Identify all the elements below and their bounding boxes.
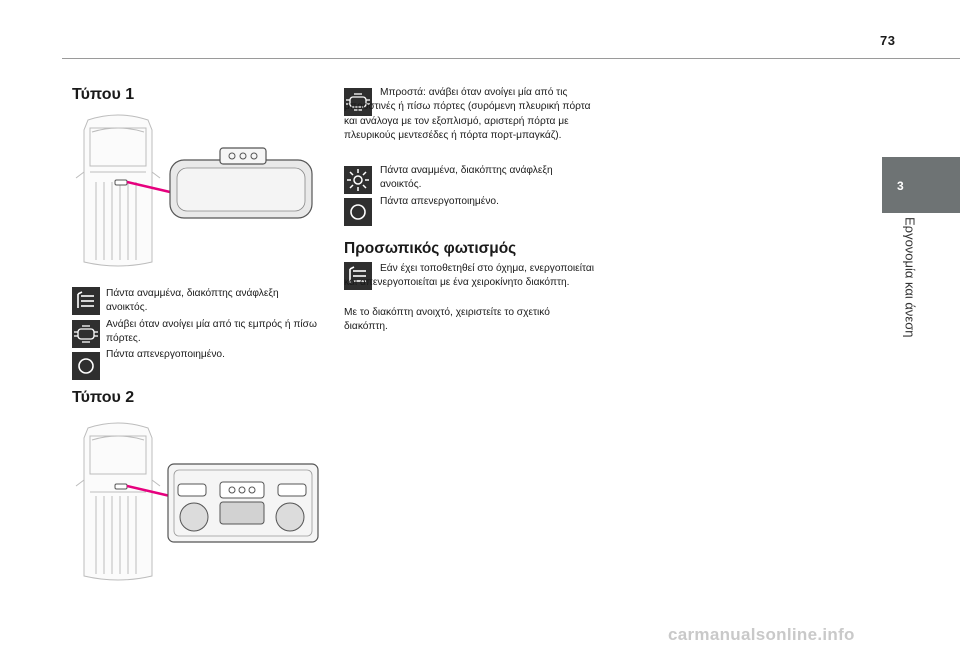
personal-item-1: Εάν έχει τοποθετηθεί στο όχημα, ενεργοποιείται και απενεργοποιείται με ένα χειροκίνητο διακόπτη. xyxy=(344,263,595,289)
figure-type1 xyxy=(70,112,320,272)
chapter-title: Εργονομία και άνεση xyxy=(902,217,918,338)
header-rule xyxy=(62,58,960,59)
chapter-tab[interactable] xyxy=(882,157,960,213)
circle-off-icon xyxy=(344,198,372,226)
right-item-3: Πάντα απενεργοποιημένο. xyxy=(380,196,499,207)
interior-light-on-icon xyxy=(72,287,100,315)
figure-type2 xyxy=(70,420,330,585)
watermark: carmanualsonline.info xyxy=(668,625,855,644)
type1-item-2: Ανάβει όταν ανοίγει μία από τις εμπρός ή πίσω πόρτες. xyxy=(106,319,317,345)
section-title-personal: Προσωπικός φωτισμός xyxy=(344,240,517,257)
section-title-type1: Τύπου 1 xyxy=(72,86,135,103)
section-title-type2: Τύπου 2 xyxy=(72,389,135,406)
right-item-2: Πάντα αναμμένα, διακόπτης ανάφλεξη ανοικτός. xyxy=(380,165,553,191)
type1-item-3: Πάντα απενεργοποιημένο. xyxy=(106,349,225,360)
personal-note: Με το διακόπτη ανοιχτό, χειριστείτε το σχετικό διακόπτη. xyxy=(344,307,550,333)
right-item-1: Μπροστά: ανάβει όταν ανοίγει μία από τις μπροστινές ή πίσω πόρτες (συρόμενη πλευρική πόρτα και ανάλογα με τον εξοπλισμό, αριστερή πόρτα με πλευρικούς μεντεσέδες ή πόρτα πορτ-μπαγκάζ). xyxy=(344,87,591,142)
circle-off-icon xyxy=(72,352,100,380)
sun-icon xyxy=(344,166,372,194)
type1-item-1: Πάντα αναμμένα, διακόπτης ανάφλεξη ανοικτός. xyxy=(106,288,279,314)
door-open-light-icon xyxy=(72,320,100,348)
chapter-number: 3 xyxy=(897,179,904,193)
page-number: 73 xyxy=(880,33,896,48)
